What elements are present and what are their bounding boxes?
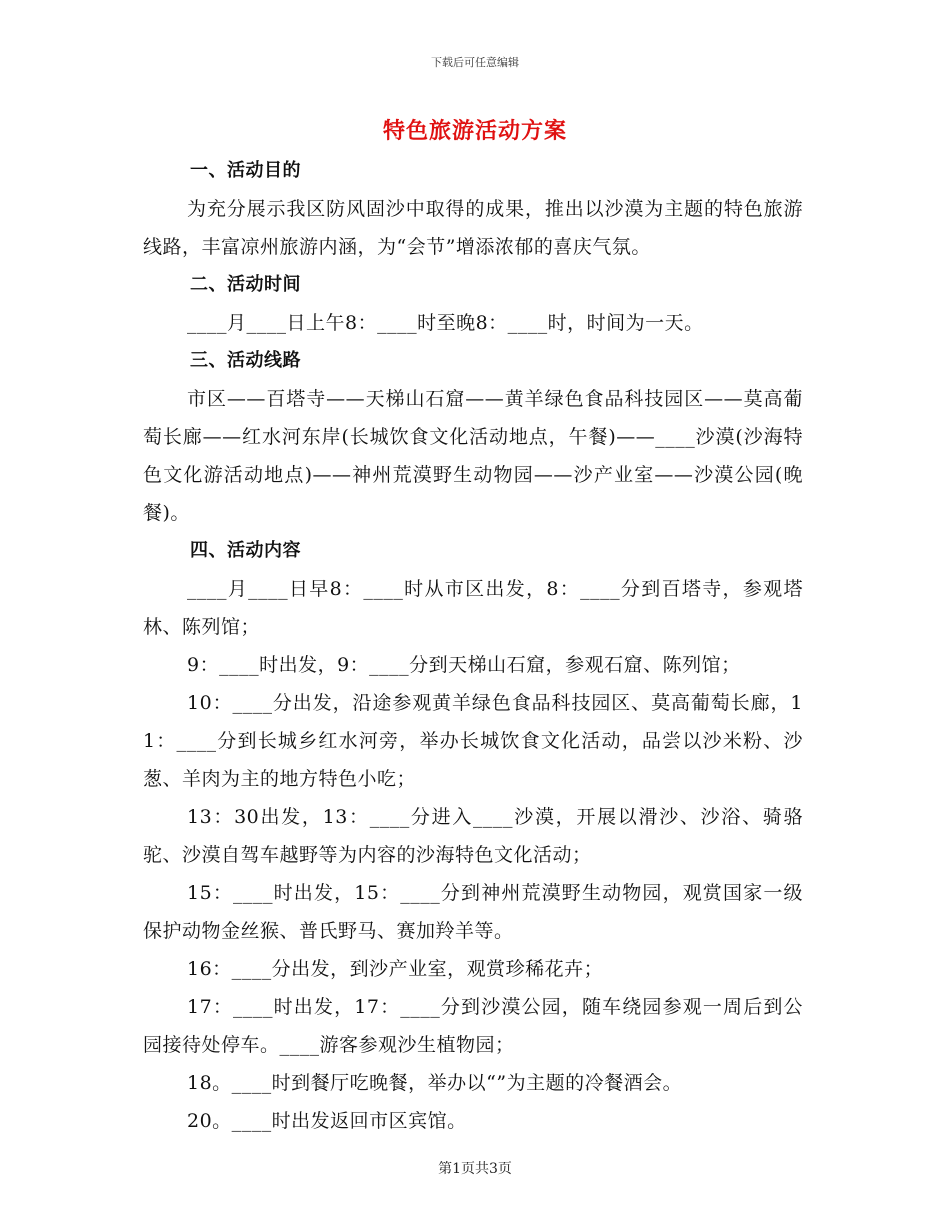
section-paragraph: 15：____时出发，15：____分到神州荒漠野生动物园，观赏国家一级保护动物金丝猴、普氏野马、赛加羚羊等。 xyxy=(143,882,803,942)
header-note: 下载后可任意编辑 xyxy=(431,56,519,69)
section-paragraph: 16：____分出发，到沙产业室，观赏珍稀花卉； xyxy=(187,958,604,980)
section-heading: 四、活动内容 xyxy=(190,540,301,561)
section-paragraph: 20。____时出发返回市区宾馆。 xyxy=(187,1110,467,1132)
section-paragraph: 市区——百塔寺——天梯山石窟——黄羊绿色食品科技园区——莫高葡萄长廊——红水河东岸(长城饮食文化活动地点，午餐)——____沙漠(沙海特色文化游活动地点)——神州荒漠野生动物园——沙产业室——沙漠公园(晚餐)。 xyxy=(143,388,803,524)
section-paragraph: ____月____日早8：____时从市区出发，8：____分到百塔寺，参观塔林、陈列馆； xyxy=(143,578,803,638)
document-title: 特色旅游活动方案 xyxy=(382,118,567,144)
section-paragraph: 18。____时到餐厅吃晚餐，举办以“”为主题的冷餐酒会。 xyxy=(187,1072,683,1094)
section-paragraph: 10：____分出发，沿途参观黄羊绿色食品科技园区、莫高葡萄长廊，11：____分到长城乡红水河旁，举办长城饮食文化活动，品尝以沙米粉、沙葱、羊肉为主的地方特色小吃； xyxy=(143,692,803,790)
section-heading: 一、活动目的 xyxy=(190,160,301,181)
section-heading: 三、活动线路 xyxy=(190,350,301,371)
section-paragraph: 为充分展示我区防风固沙中取得的成果，推出以沙漠为主题的特色旅游线路，丰富凉州旅游内涵，为“会节”增添浓郁的喜庆气氛。 xyxy=(143,198,803,258)
page-footer: 第1页共3页 xyxy=(438,1161,512,1177)
section-heading: 二、活动时间 xyxy=(190,274,301,295)
section-paragraph: ____月____日上午8：____时至晚8：____时，时间为一天。 xyxy=(187,312,704,334)
document-body xyxy=(143,152,803,1140)
section-paragraph: 9：____时出发，9：____分到天梯山石窟，参观石窟、陈列馆； xyxy=(187,654,741,676)
section-paragraph: 17：____时出发，17：____分到沙漠公园，随车绕园参观一周后到公园接待处停车。____游客参观沙生植物园； xyxy=(143,996,803,1056)
section-paragraph: 13：30出发，13：____分进入____沙漠，开展以滑沙、沙浴、骑骆驼、沙漠自驾车越野等为内容的沙海特色文化活动； xyxy=(143,806,803,866)
